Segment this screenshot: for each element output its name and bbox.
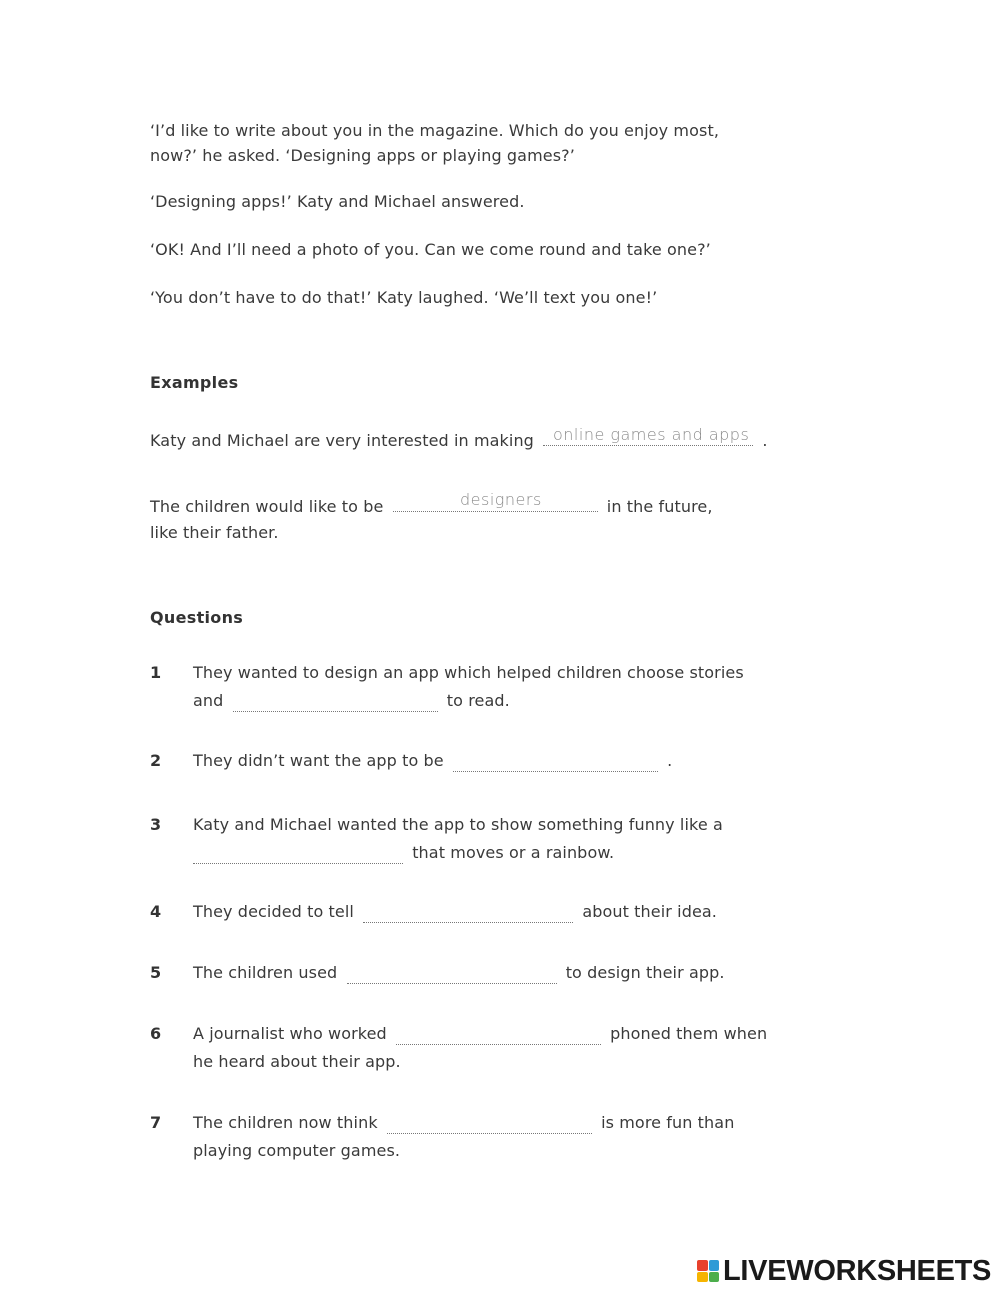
story-para2: ‘Designing apps!’ Katy and Michael answered.: [150, 192, 525, 211]
example-1-blank: [543, 444, 753, 446]
story-para3: ‘OK! And I’ll need a photo of you. Can we come round and take one?’: [150, 240, 711, 259]
question-3-line1: Katy and Michael wanted the app to show something funny like a: [193, 815, 723, 834]
question-3-end: that moves or a rainbow.: [412, 843, 615, 862]
example-2-answer: designers: [460, 490, 542, 509]
question-2-number: 2: [150, 751, 162, 770]
question-1-line1: They wanted to design an app which helped children choose stories: [193, 663, 744, 682]
question-6-line1: [193, 1021, 767, 1047]
question-2-end: .: [667, 751, 673, 770]
question-1-answer-input[interactable]: [233, 693, 438, 712]
logo-icon: [697, 1260, 719, 1282]
example-2: [150, 494, 713, 520]
question-6-line2: he heard about their app.: [193, 1052, 401, 1071]
liveworksheets-logo: [697, 1256, 991, 1286]
question-4-end: about their idea.: [582, 902, 717, 921]
question-1-and: and: [193, 691, 224, 710]
question-6-number: 6: [150, 1024, 162, 1043]
question-5-end: to design their app.: [565, 963, 725, 982]
question-2-answer-input[interactable]: [453, 753, 658, 772]
logo-square-i: [709, 1260, 720, 1271]
question-2-line1: [193, 748, 672, 774]
question-1-line2: [193, 688, 510, 714]
questions-heading: Questions: [150, 608, 244, 627]
question-7-answer-input[interactable]: [387, 1115, 592, 1134]
story-para1-line2: now?’ he asked. ‘Designing apps or playing games?’: [150, 146, 575, 165]
question-5-text: The children used: [193, 963, 338, 982]
question-2-text: They didn’t want the app to be: [193, 751, 444, 770]
example-2-blank: [393, 510, 598, 512]
logo-square-v: [697, 1272, 708, 1283]
question-1-end: to read.: [446, 691, 510, 710]
story-para4: ‘You don’t have to do that!’ Katy laughed. ‘We’ll text you one!’: [150, 288, 658, 307]
example-1-text: Katy and Michael are very interested in making: [150, 431, 534, 450]
question-6-answer-input[interactable]: [396, 1026, 601, 1045]
question-3-number: 3: [150, 815, 162, 834]
example-1-end: .: [762, 431, 768, 450]
example-2-end: in the future,: [606, 497, 713, 516]
question-7-number: 7: [150, 1113, 162, 1132]
example-2-text: The children would like to be: [150, 497, 384, 516]
question-4-number: 4: [150, 902, 162, 921]
story-para1-line1: ‘I’d like to write about you in the magazine. Which do you enjoy most,: [150, 121, 719, 140]
question-3-answer-input[interactable]: [193, 845, 403, 864]
question-5-line1: [193, 960, 725, 986]
question-4-text: They decided to tell: [193, 902, 354, 921]
question-6-text: A journalist who worked: [193, 1024, 387, 1043]
question-5-number: 5: [150, 963, 162, 982]
question-4-answer-input[interactable]: [363, 904, 573, 923]
question-7-line1: [193, 1110, 734, 1136]
question-7-line2: playing computer games.: [193, 1141, 401, 1160]
logo-text: LIVEWORKSHEETS: [723, 1254, 992, 1287]
question-3-line2: [189, 840, 614, 866]
question-4-line1: [193, 899, 717, 925]
question-7-text: The children now think: [193, 1113, 378, 1132]
question-1-number: 1: [150, 663, 162, 682]
example-1-answer: online games and apps: [553, 425, 750, 444]
logo-square-e: [709, 1272, 720, 1283]
example-2-line2: like their father.: [150, 523, 279, 542]
examples-heading: Examples: [150, 373, 239, 392]
question-7-end: is more fun than: [601, 1113, 735, 1132]
question-6-end: phoned them when: [610, 1024, 768, 1043]
logo-square-l: [697, 1260, 708, 1271]
question-5-answer-input[interactable]: [347, 965, 557, 984]
